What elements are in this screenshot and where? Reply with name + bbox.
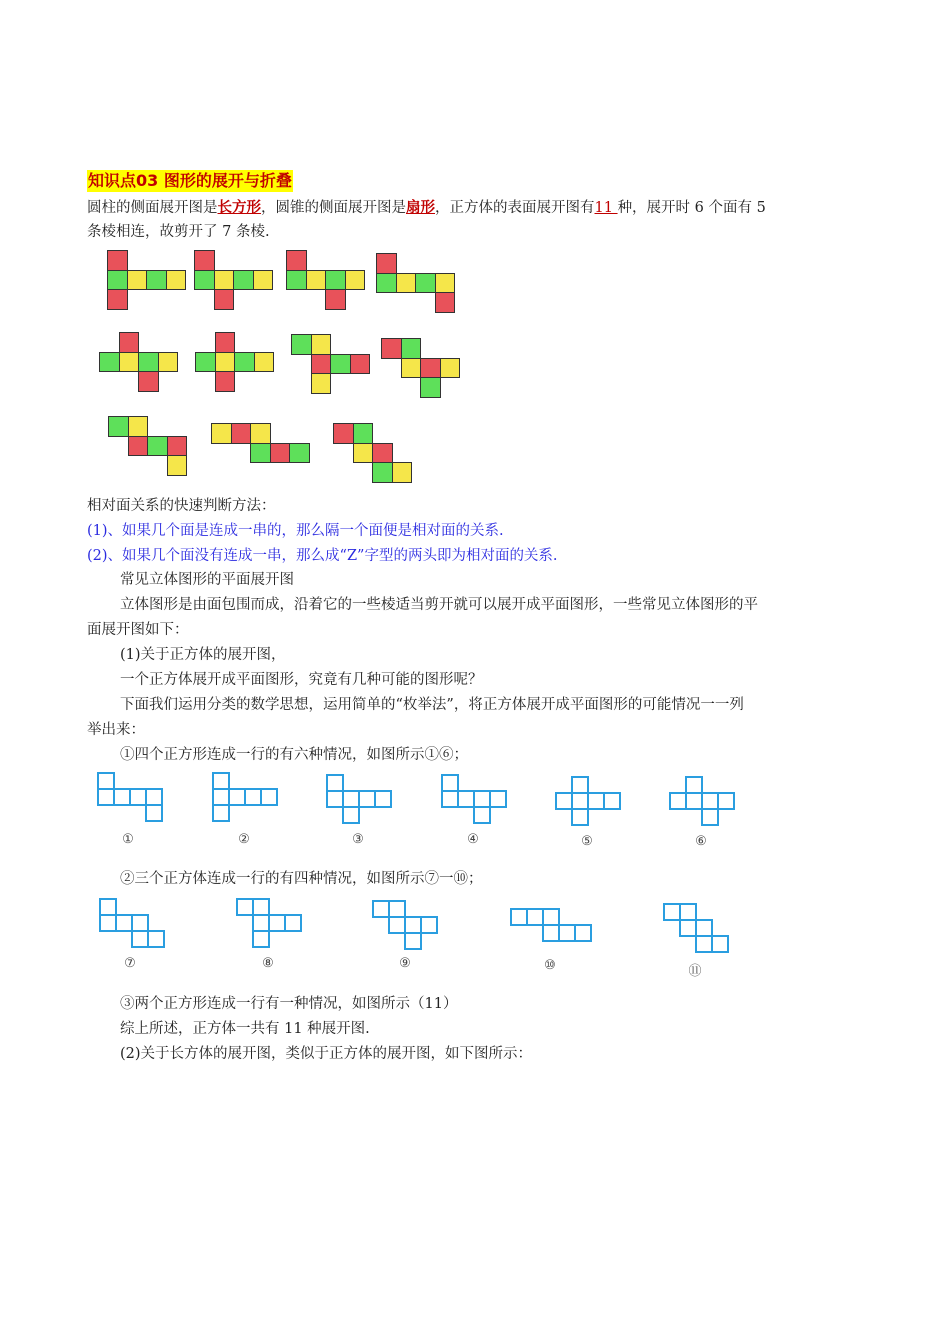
net-face xyxy=(215,352,236,373)
net-face xyxy=(473,806,491,824)
net-face xyxy=(435,292,456,313)
rule-2: (2)、如果几个面没有连成一串，那么成“Z”字型的两头即为相对面的关系. xyxy=(87,548,558,564)
answer-eleven: 11 xyxy=(594,200,618,216)
net-face xyxy=(167,436,188,457)
net-face xyxy=(306,270,327,291)
net-face xyxy=(330,354,351,375)
figure-label: ② xyxy=(238,832,250,847)
text-line: 立体图形是由面包围而成，沿着它的一些棱适当剪开就可以展开成平面图形，一些常见立体图形的平 xyxy=(120,597,758,613)
net-face xyxy=(325,289,346,310)
net-face xyxy=(119,332,140,353)
text-line: 综上所述，正方体一共有 11 种展开图. xyxy=(120,1021,370,1037)
net-face xyxy=(289,443,310,464)
net-face xyxy=(254,352,275,373)
net-face xyxy=(253,270,274,291)
text-line: ②三个正方体连成一行的有四种情况，如图所示⑦一⑩； xyxy=(120,871,483,887)
rule-1: (1)、如果几个面是连成一串的，那么隔一个面便是相对面的关系. xyxy=(87,523,504,539)
net-face xyxy=(147,930,165,948)
net-face xyxy=(603,792,621,810)
net-face xyxy=(99,352,120,373)
text: 圆柱的侧面展开图是 xyxy=(87,200,218,216)
figure-label: ③ xyxy=(352,832,364,847)
net-face xyxy=(231,423,252,444)
net-face xyxy=(107,270,128,291)
net-face xyxy=(194,270,215,291)
net-face xyxy=(311,354,332,375)
net-face xyxy=(214,289,235,310)
net-face xyxy=(128,416,149,437)
figure-label: ⑥ xyxy=(695,834,707,849)
net-face xyxy=(311,373,332,394)
text-line: (2)关于长方体的展开图，类似于正方体的展开图，如下图所示： xyxy=(120,1046,533,1062)
net-face xyxy=(420,377,441,398)
net-face xyxy=(158,352,179,373)
net-face xyxy=(138,371,159,392)
text: 种，展开时 6 个面有 5 xyxy=(617,200,766,216)
net-face xyxy=(233,270,254,291)
net-face xyxy=(353,423,374,444)
intro-paragraph xyxy=(87,195,862,221)
net-face xyxy=(381,338,402,359)
text-line: (1)关于正方体的展开图， xyxy=(120,647,286,663)
net-face xyxy=(212,804,230,822)
figure-label: ⑧ xyxy=(262,956,274,971)
net-face xyxy=(194,250,215,271)
text-line: 下面我们运用分类的数学思想，运用简单的“枚举法”，将正方体展开成平面图形的可能情况一一列 xyxy=(120,697,744,713)
figure-label: ⑦ xyxy=(124,956,136,971)
text-line: 面展开图如下： xyxy=(87,622,189,638)
text-line: ①四个正方形连成一行的有六种情况，如图所示①⑥； xyxy=(120,747,468,763)
net-face xyxy=(250,443,271,464)
net-face xyxy=(250,423,271,444)
net-face xyxy=(284,914,302,932)
figure-label: ① xyxy=(122,832,134,847)
net-face xyxy=(440,358,461,379)
net-face xyxy=(489,790,507,808)
text-line: 相对面关系的快速判断方法： xyxy=(87,498,276,514)
net-face xyxy=(325,270,346,291)
text: ，圆锥的侧面展开图是 xyxy=(261,200,406,216)
net-face xyxy=(350,354,371,375)
text-line: 举出来： xyxy=(87,722,145,738)
figure-label: ④ xyxy=(467,832,479,847)
answer-rectangle: 长方形 xyxy=(217,199,261,216)
net-face xyxy=(211,423,232,444)
net-face xyxy=(145,804,163,822)
net-face xyxy=(435,273,456,294)
text-line: ③两个正方形连成一行有一种情况，如图所示（11） xyxy=(120,996,458,1012)
net-face xyxy=(376,273,397,294)
net-face xyxy=(345,270,366,291)
net-face xyxy=(701,808,719,826)
net-face xyxy=(138,352,159,373)
answer-sector: 扇形 xyxy=(406,199,435,216)
figure-label: ⑤ xyxy=(581,834,593,849)
net-face xyxy=(146,270,167,291)
net-face xyxy=(215,371,236,392)
subheading: 常见立体图形的平面展开图 xyxy=(120,572,294,588)
net-face xyxy=(396,273,417,294)
net-face xyxy=(107,289,128,310)
net-face xyxy=(195,352,216,373)
net-face xyxy=(372,443,393,464)
net-face xyxy=(311,334,332,355)
net-face xyxy=(374,790,392,808)
figure-label: ⑪ xyxy=(688,964,702,979)
net-face xyxy=(415,273,436,294)
net-face xyxy=(401,338,422,359)
figure-label: ⑩ xyxy=(544,958,556,973)
net-face xyxy=(404,932,422,950)
net-face xyxy=(372,462,393,483)
net-face xyxy=(401,358,422,379)
net-face xyxy=(420,916,438,934)
net-face xyxy=(291,334,312,355)
net-face xyxy=(260,788,278,806)
net-face xyxy=(119,352,140,373)
net-face xyxy=(286,250,307,271)
net-face xyxy=(108,416,129,437)
net-face xyxy=(107,250,128,271)
net-face xyxy=(147,436,168,457)
net-face xyxy=(353,443,374,464)
net-face xyxy=(167,455,188,476)
net-face xyxy=(252,930,270,948)
net-face xyxy=(215,332,236,353)
net-face xyxy=(711,935,729,953)
net-face xyxy=(286,270,307,291)
net-face xyxy=(234,352,255,373)
net-face xyxy=(166,270,187,291)
text: ，正方体的表面展开图有 xyxy=(435,200,595,216)
net-face xyxy=(270,443,291,464)
text-line: 一个正方体展开成平面图形，究竟有几种可能的图形呢？ xyxy=(120,672,483,688)
net-face xyxy=(127,270,148,291)
net-face xyxy=(392,462,413,483)
intro-paragraph-cont: 条棱相连，故剪开了 7 条棱. xyxy=(87,224,270,240)
net-face xyxy=(574,924,592,942)
figure-label: ⑨ xyxy=(399,956,411,971)
net-face xyxy=(333,423,354,444)
net-face xyxy=(420,358,441,379)
net-face xyxy=(128,436,149,457)
net-face xyxy=(717,792,735,810)
net-face xyxy=(214,270,235,291)
net-face xyxy=(376,253,397,274)
net-face xyxy=(571,808,589,826)
section-title: 知识点03 图形的展开与折叠 xyxy=(88,171,292,190)
net-face xyxy=(342,806,360,824)
